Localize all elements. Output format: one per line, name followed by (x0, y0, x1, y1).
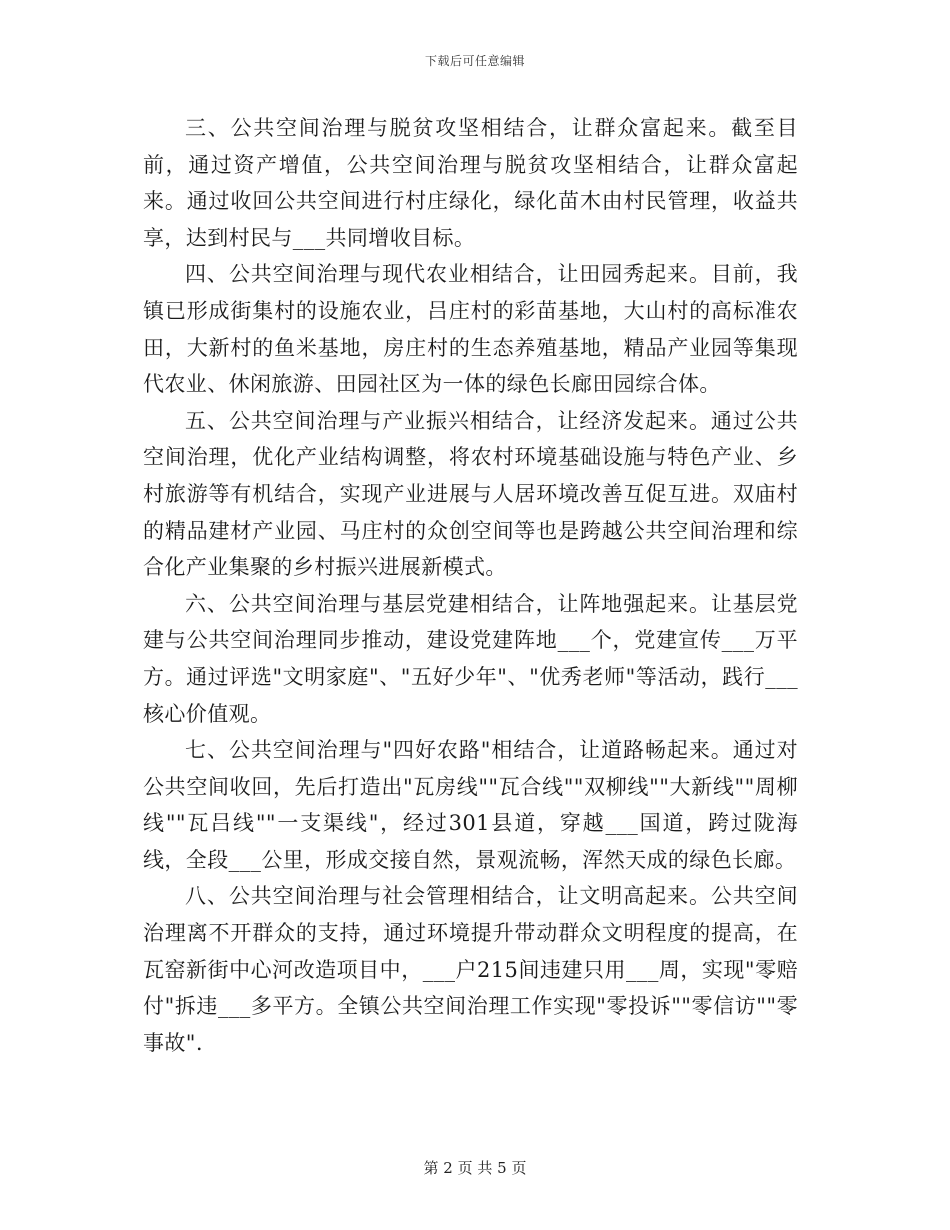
document-body (143, 110, 798, 1061)
paragraph-5: 五、公共空间治理与产业振兴相结合，让经济发起来。通过公共空间治理，优化产业结构调整，将农村环境基础设施与特色产业、乡村旅游等有机结合，实现产业进展与人居环境改善互促互进。双庙村的精品建材产业园、马庄村的众创空间等也是跨越公共空间治理和综合化产业集聚的乡村振兴进展新模式。 (143, 408, 798, 580)
paragraph-6: 六、公共空间治理与基层党建相结合，让阵地强起来。让基层党建与公共空间治理同步推动，建设党建阵地___个，党建宣传___万平方。通过评选"文明家庭"、"五好少年"、"优秀老师"等活动，践行___核心价值观。 (143, 591, 798, 726)
paragraph-3: 三、公共空间治理与脱贫攻坚相结合，让群众富起来。截至目前，通过资产增值，公共空间治理与脱贫攻坚相结合，让群众富起来。通过收回公共空间进行村庄绿化，绿化苗木由村民管理，收益共享，达到村民与___共同增收目标。 (143, 116, 798, 250)
paragraph-8: 八、公共空间治理与社会管理相结合，让文明高起来。公共空间治理离不开群众的支持，通过环境提升带动群众文明程度的提高，在瓦窑新街中心河改造项目中，___户215间违建只用___周，实现"零赔付"拆违___多平方。全镇公共空间治理工作实现"零投诉""零信访""零事故". (143, 884, 798, 1055)
page-number: 第 2 页 共 5 页 (423, 1159, 527, 1177)
paragraph-4: 四、公共空间治理与现代农业相结合，让田园秀起来。目前，我镇已形成街集村的设施农业，吕庄村的彩苗基地，大山村的高标准农田，大新村的鱼米基地，房庄村的生态养殖基地，精品产业园等集现代农业、休闲旅游、田园社区为一体的绿色长廊田园综合体。 (143, 262, 798, 397)
paragraph-7: 七、公共空间治理与"四好农路"相结合，让道路畅起来。通过对公共空间收回，先后打造出"瓦房线""瓦合线""双柳线""大新线""周柳线""瓦吕线""一支渠线"，经过301县道，穿越___国道，跨过陇海线，全段___公里，形成交接自然，景观流畅，浑然天成的绿色长廊。 (143, 738, 798, 872)
page-header-note: 下载后可任意编辑 (424, 54, 525, 68)
